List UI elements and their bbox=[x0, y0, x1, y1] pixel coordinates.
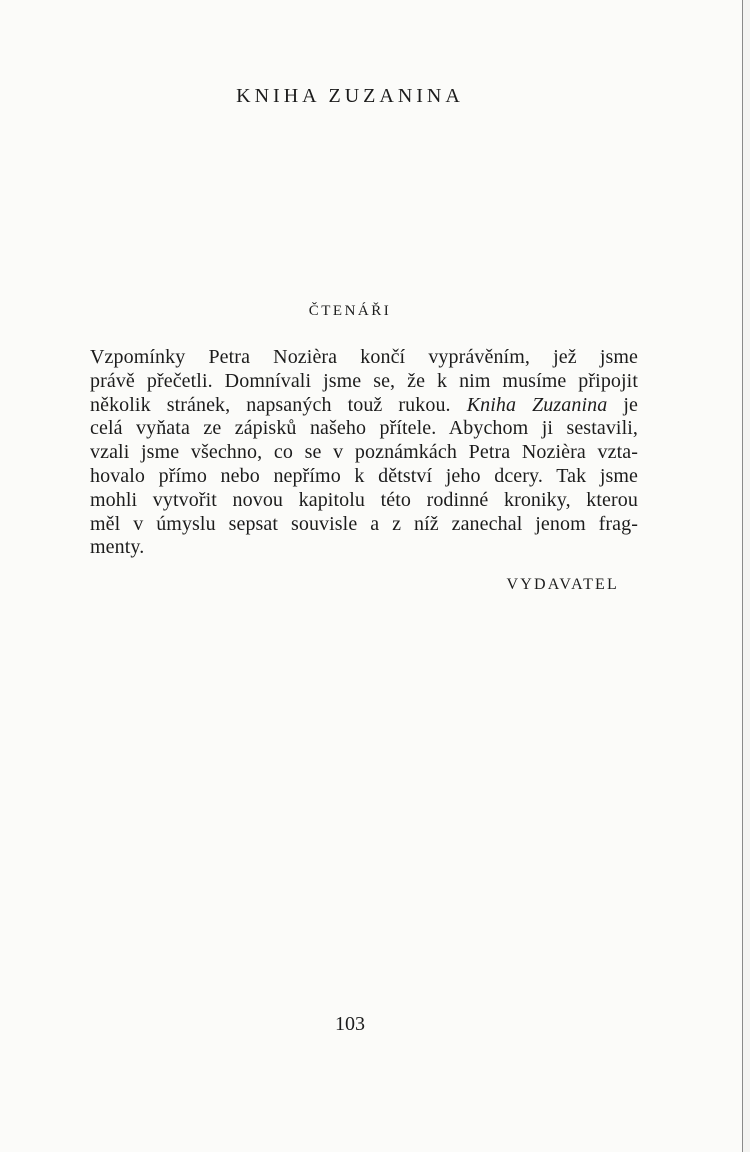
text-line: právě přečetli. Domnívali jsme se, že k nim musíme připojit bbox=[90, 369, 638, 392]
body-paragraph bbox=[90, 346, 638, 560]
text-line: Vzpomínky Petra Nozièra končí vyprávěním, jež jsme bbox=[90, 346, 638, 368]
text-line: měl v úmyslu sepsat souvisle a z níž zanechal jenom frag- bbox=[90, 512, 638, 535]
text-line-end: je bbox=[623, 393, 639, 416]
page-number: 103 bbox=[335, 1013, 365, 1035]
text-line bbox=[90, 394, 638, 418]
signature: VYDAVATEL bbox=[506, 576, 619, 593]
text-line-start: několik stránek, napsaných touž rukou. bbox=[90, 393, 451, 416]
text-line: menty. bbox=[90, 536, 145, 559]
text-line: vzali jsme všechno, co se v poznámkách Petra Nozièra vzta- bbox=[90, 441, 638, 464]
section-title: ČTENÁŘI bbox=[308, 303, 392, 319]
text-line: hovalo přímo nebo nepřímo k dětství jeho dcery. Tak jsme bbox=[90, 464, 638, 487]
italic-book-title: Kniha Zuzanina bbox=[466, 393, 608, 416]
running-head: KNIHA ZUZANINA bbox=[236, 85, 464, 107]
text-line: mohli vytvořit novou kapitolu této rodinné kroniky, kterou bbox=[90, 488, 638, 511]
text-line: celá vyňata ze zápisků našeho přítele. Abychom ji sestavili, bbox=[90, 417, 638, 440]
page-edge bbox=[742, 0, 750, 1152]
